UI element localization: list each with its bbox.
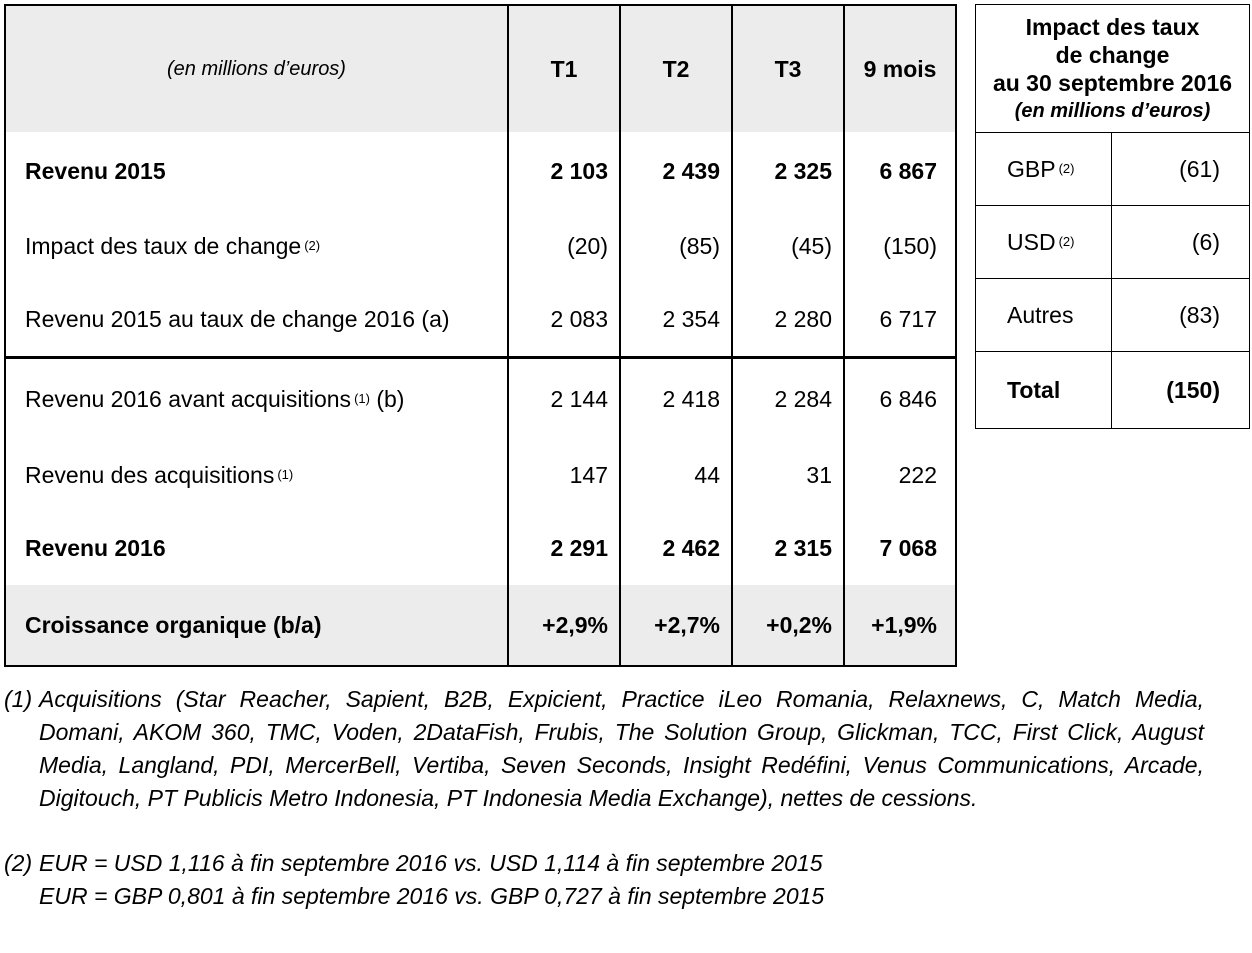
row-label: Revenu des acquisitions $^{(1)}$ [25, 462, 294, 488]
revenue-table-header [5, 5, 956, 132]
footnote-1 [4, 683, 1204, 815]
cell-value: 2 083 [508, 283, 620, 358]
cell-value: (150) [844, 210, 956, 283]
cell-value: 2 144 [508, 358, 620, 440]
header-units-label: (en millions d’euros) [5, 5, 508, 132]
column-header-9-mois: 9 mois [844, 5, 956, 132]
row-label: Revenu 2016 avant acquisitions $^{(1)}$ (b) [5, 358, 508, 440]
column-header-t2: T2 [620, 5, 732, 132]
table-row [976, 133, 1250, 206]
currency-value: (83) [1112, 279, 1250, 352]
cell-value: +0,2% [732, 585, 844, 666]
currency-label: GBP $^{(2)}$ [976, 133, 1112, 206]
currency-label: Total [976, 352, 1112, 429]
cell-value: 2 354 [620, 283, 732, 358]
cell-value: 6 846 [844, 358, 956, 440]
cell-value: 31 [732, 439, 844, 512]
footnote-text: EUR = USD 1,116 à fin septembre 2016 vs. USD 1,114 à fin septembre 2015 [39, 850, 823, 876]
currency-value: (61) [1112, 133, 1250, 206]
footnote-ref: (1) [277, 467, 294, 482]
cell-value: 6 717 [844, 283, 956, 358]
fx-impact-title: Impact des taux de change au 30 septembre 2016 (en millions d’euros) [976, 5, 1250, 133]
cell-value: +2,7% [620, 585, 732, 666]
cell-value: 2 103 [508, 132, 620, 210]
revenue-table [4, 4, 957, 667]
cell-value: 222 [844, 439, 956, 512]
cell-value: 2 418 [620, 358, 732, 440]
table-row [976, 206, 1250, 279]
currency-label: Autres [976, 279, 1112, 352]
table-row [5, 132, 956, 210]
cell-value: 6 867 [844, 132, 956, 210]
cell-value: (20) [508, 210, 620, 283]
footnote-text: Acquisitions (Star Reacher, Sapient, B2B, Expicient, Practice iLeo Romania, Relaxnews, C, Match Media, Domani, AKOM 360, TMC, Voden, 2DataFish, Frubis, The Solution Group, Glickman, TCC, First Click, August Media, Langland, PDI, MercerBell, Vertiba, Seven Seconds, Insight Redéfini, Venus Communications, Arcade, Digitouch, PT Publicis Metro Indonesia, PT Indonesia Media Exchange), nettes de cessions. [39, 686, 1204, 811]
cell-value: 147 [508, 439, 620, 512]
currency-label: USD $^{(2)}$ [976, 206, 1112, 279]
fx-impact-header [976, 5, 1250, 133]
cell-value: 2 439 [620, 132, 732, 210]
table-row [5, 283, 956, 358]
footnote-number: (1) [4, 686, 33, 712]
footnote-text: EUR = GBP 0,801 à fin septembre 2016 vs. GBP 0,727 à fin septembre 2015 [39, 883, 825, 909]
table-row [5, 512, 956, 585]
cell-value: 7 068 [844, 512, 956, 585]
fx-impact-subtitle: (en millions d’euros) [1014, 99, 1211, 122]
fx-impact-table [975, 4, 1250, 429]
footnote-ref: (2) [1058, 233, 1075, 249]
cell-value: 2 284 [732, 358, 844, 440]
cell-value: +1,9% [844, 585, 956, 666]
cell-value: 2 325 [732, 132, 844, 210]
table-row [976, 279, 1250, 352]
row-label: Revenu 2016 [25, 535, 166, 561]
currency-value: (150) [1112, 352, 1250, 429]
row-label: Revenu 2015 au taux de change 2016 (a) [25, 306, 450, 332]
column-header-t1: T1 [508, 5, 620, 132]
table-row-organic-growth [5, 585, 956, 666]
footnote-ref: (2) [304, 238, 321, 253]
footnote-ref: (2) [1058, 160, 1075, 176]
row-label: Impact des taux de change $^{(2)}$ [25, 233, 321, 259]
cell-value: 2 462 [620, 512, 732, 585]
footnote-ref: (1) [354, 390, 370, 406]
cell-value: 2 291 [508, 512, 620, 585]
row-label: Revenu 2015 [25, 157, 166, 184]
table-row [5, 439, 956, 512]
column-header-t3: T3 [732, 5, 844, 132]
cell-value: 2 315 [732, 512, 844, 585]
table-row [5, 210, 956, 283]
cell-value: 2 280 [732, 283, 844, 358]
footnote-2 [4, 847, 1204, 913]
cell-value: (45) [732, 210, 844, 283]
footnotes [4, 683, 1204, 913]
cell-value: (85) [620, 210, 732, 283]
table-row-total [976, 352, 1250, 429]
cell-value: +2,9% [508, 585, 620, 666]
cell-value: 44 [620, 439, 732, 512]
row-label: Croissance organique (b/a) [5, 585, 508, 666]
table-row [5, 358, 956, 440]
currency-value: (6) [1112, 206, 1250, 279]
footnote-number: (2) [4, 850, 33, 876]
